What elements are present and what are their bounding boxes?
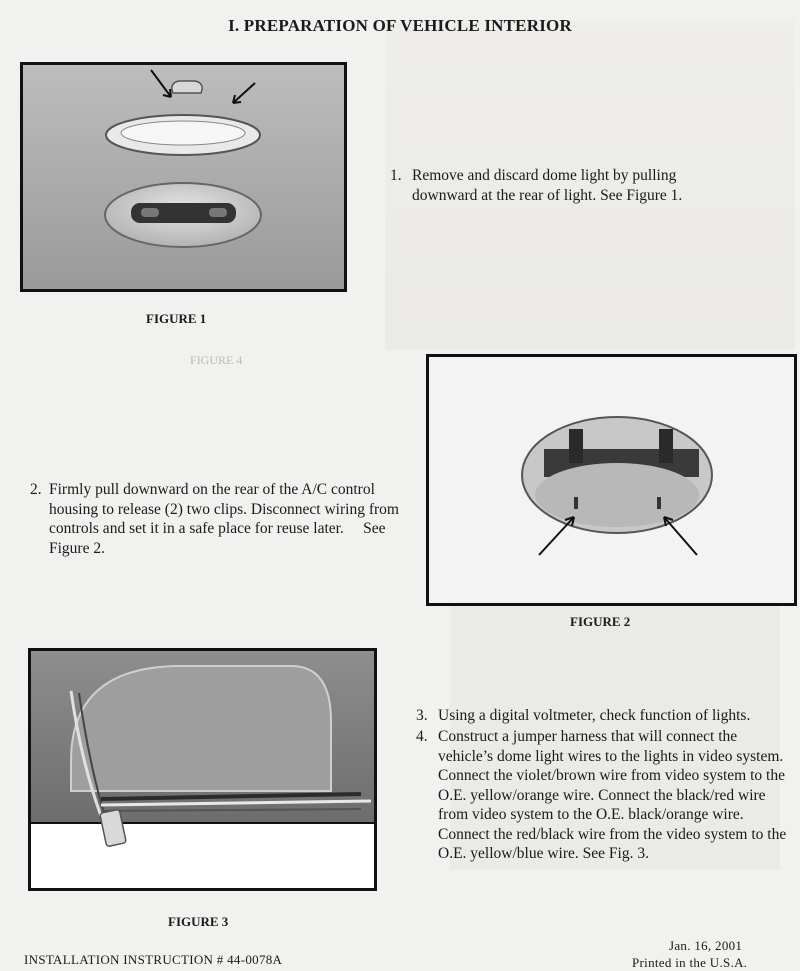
step-4-number: 4.: [416, 728, 428, 745]
figure-3-caption: FIGURE 3: [168, 914, 229, 929]
step-1-text: Remove and discard dome light by pulling downward at the rear of light. See Figure 1.: [412, 167, 683, 204]
step-2-number: 2.: [30, 481, 42, 498]
step-3-number: 3.: [416, 707, 428, 724]
dome-light-illustration: [23, 65, 344, 289]
figure-1-photo: [20, 62, 347, 292]
step-2: [30, 480, 415, 558]
figure-3-photo: [28, 648, 377, 891]
step-4: [416, 727, 796, 864]
figure-1-caption: FIGURE 1: [146, 311, 207, 326]
bleed-through-text: FIGURE 4: [190, 353, 243, 367]
figure-2-caption: FIGURE 2: [570, 614, 631, 629]
ac-control-housing-illustration: [429, 357, 794, 603]
print-date: Jan. 16, 2001: [669, 938, 743, 953]
step-4-text: Construct a jumper harness that will connect the vehicle’s dome light wires to the lights in video system. Connect the violet/brown wire from video system to the O.E. yellow/orange wire. Connect the black/red wire from video system to the O.E. black/orange wire. Connect the red/black wire from the video system to the O.E. yellow/blue wire. See Fig. 3.: [438, 728, 787, 862]
step-2-text: Firmly pull downward on the rear of the A/C control housing to release (2) two clips. Disconnect wiring from controls and set it in a safe place for reuse later. See Figure 2.: [49, 481, 403, 557]
page-title: I. PREPARATION OF VEHICLE INTERIOR: [228, 16, 572, 35]
instruction-number: INSTALLATION INSTRUCTION # 44-0078A: [24, 952, 283, 967]
step-3: [416, 706, 800, 726]
printed-location: Printed in the U.S.A.: [632, 955, 748, 970]
step-1-number: 1.: [390, 167, 402, 184]
jumper-harness-illustration: [31, 651, 374, 888]
step-3-text: Using a digital voltmeter, check function of lights.: [438, 707, 751, 724]
step-1: [390, 166, 730, 205]
figure-2-photo: [426, 354, 797, 606]
